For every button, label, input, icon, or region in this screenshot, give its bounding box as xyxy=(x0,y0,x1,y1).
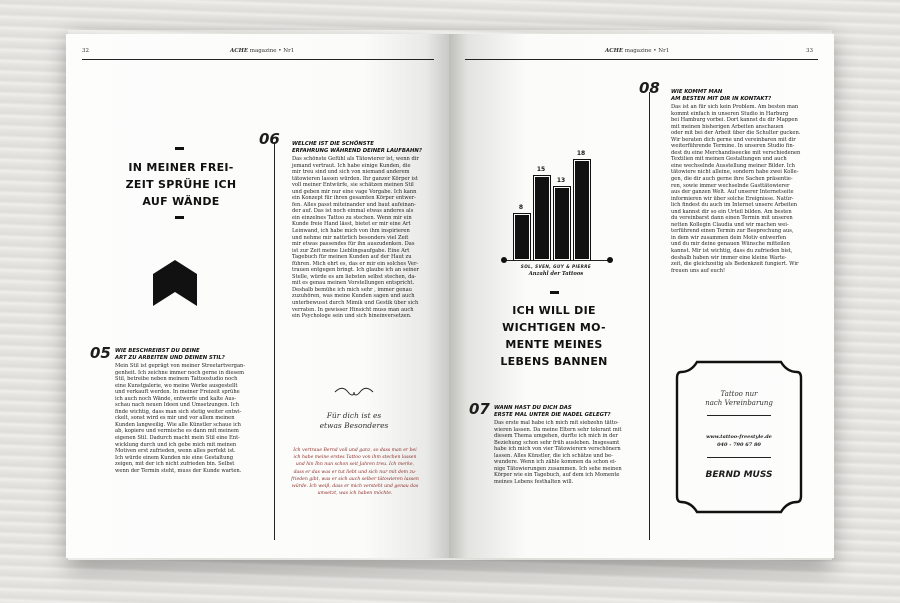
text-line: und du mir deine genauen Wünsche mitteilen xyxy=(671,241,790,248)
section-number-08: 08 xyxy=(639,79,660,97)
page-number-right: 33 xyxy=(806,48,813,54)
text-line: Textilien mit meinen Gestaltungen und auch xyxy=(671,156,787,163)
text-line: eine wechselnde Ausstellung meiner Bilder. Ich xyxy=(671,162,795,169)
section-number-07: 07 xyxy=(469,400,490,418)
left-headline xyxy=(106,159,256,210)
answer-06 xyxy=(292,156,422,320)
text-line: ist zur Zeit meine Lieblingsaufgabe. Eine Art xyxy=(292,247,410,254)
chart-bar xyxy=(574,160,590,260)
text-line: unterbewusst durch Mimik und Gestik über sich xyxy=(292,300,419,307)
chart-bar-value: 15 xyxy=(536,166,546,173)
text-line: wenn der Termin steht, muss der Kunde warten. xyxy=(115,467,242,474)
text-line: wieren lassen. Da meine Eltern sehr tolerant mit xyxy=(494,426,622,433)
left-page xyxy=(66,34,449,558)
text-line: oder mit bei der Arbeit über die Schulter gucken. xyxy=(671,130,801,137)
quote-line: und hin Ihn nun schon seit Jahren treu. Ich merke, xyxy=(295,462,415,468)
question-line: WIE BESCHREIBST DU DEINE xyxy=(115,348,200,354)
question-line: WIE KOMMT MAN xyxy=(671,89,723,95)
text-line: der auf. Das ist noch einmal etwas anderes als xyxy=(292,208,414,215)
card-title-line: Tattoo nur xyxy=(720,390,758,398)
quote-line: ich habe meine erstes Tattoo von ihm stechen lassen xyxy=(293,455,417,461)
chart-bar xyxy=(554,187,570,260)
header-rule xyxy=(465,59,818,60)
text-line: genheit. Ich zeichne immer noch gerne in diesem xyxy=(115,369,245,376)
text-line: gen, die dir auch gerne ihre Sachen präsentie- xyxy=(671,176,793,183)
text-line: Das erste mal habe ich mich mit siebzehn tätto- xyxy=(494,420,619,426)
chevron-up-icon xyxy=(153,260,197,306)
headline-dash-bottom xyxy=(175,216,184,219)
text-line: ab, kopiere und vermische es dann mit meinem xyxy=(115,428,239,435)
card-phone: 040 - 790 67 80 xyxy=(717,442,761,448)
quote-line: würde. Ich weiß, dass er mich versteht und genau das xyxy=(291,484,419,490)
text-line: lassen. Alles Künstler, die ich schätze und be- xyxy=(494,452,613,459)
headline-line: MENTE MEINES xyxy=(505,338,603,351)
text-line: jemand vertraut. Ich habe einige Kunden, die xyxy=(292,162,411,169)
text-line: Wir beraten dich gerne und vereinbaren mit dir xyxy=(671,136,796,143)
question-05 xyxy=(115,348,265,362)
chart-bar-value: 18 xyxy=(576,150,586,157)
question-06 xyxy=(292,141,442,155)
text-line: netten Kollegin Claudia und wir machen wei- xyxy=(671,221,789,228)
text-line: voll meiner Entwürfe, sie schätzen meinen Stil xyxy=(292,182,414,189)
text-line: freuen uns auf euch! xyxy=(671,267,726,274)
page-header-right xyxy=(605,48,669,54)
text-line: Das schönste Gefühl als Tätowierer ist, wenn dir xyxy=(292,156,419,162)
question-line: AM BESTEN MIT DIR IN KONTAKT? xyxy=(671,96,772,102)
text-line: in dem wir zusammen dein Motiv entwerfen xyxy=(671,234,787,241)
customer-quote xyxy=(290,447,420,497)
text-line: tätowieren lassen würden. Ihr ganzer Körper ist xyxy=(292,175,418,182)
text-line: zuzuhören, was meine Kunden sagen und auch xyxy=(292,293,415,300)
headline-line: AUF WÄNDE xyxy=(142,195,220,208)
text-line: zeit, die gleichzeitig als Bedenkzeit fungiert. Wir xyxy=(671,261,799,268)
text-line: zeigen, mit der ich nicht zufrieden bin. Selbst xyxy=(115,461,235,468)
text-line: terführend einen Termin zur Besprechung aus, xyxy=(671,228,794,235)
card-title xyxy=(689,390,789,408)
column-rule-left xyxy=(274,142,275,540)
right-headline xyxy=(479,302,629,370)
card-name: BERND MUSS xyxy=(705,470,773,480)
text-line: Stelle, würde es am liebsten selbst stechen, da- xyxy=(292,273,417,280)
text-line: kannst. Mir ist wichtig, dass du zufrieden bist, xyxy=(671,248,793,255)
headline-dash-top xyxy=(550,291,559,294)
headline-line: IN MEINER FREI- xyxy=(128,161,234,174)
chart-bar-value: 13 xyxy=(556,177,566,184)
question-line: WANN HAST DU DICH DAS xyxy=(494,405,572,411)
headline-dash-top xyxy=(175,147,184,150)
quote-line: etwas Besonderes xyxy=(319,421,389,430)
section-number-06: 06 xyxy=(259,130,280,148)
text-line: führen. Mich ehrt es, das er mir ein solches Ver- xyxy=(292,260,419,267)
text-line: ich auch noch Wände, entwerfe und kalte Aus- xyxy=(115,395,237,402)
page-header-left xyxy=(230,48,294,54)
text-line: Mein Stil ist geprägt von meiner Streetartvergan- xyxy=(115,363,246,369)
header-brand: ACHE xyxy=(605,48,624,54)
text-line: eigenen Stil. Dadurch macht mein Stil eine Ent- xyxy=(115,435,240,442)
baseline-dot-right xyxy=(607,257,613,263)
text-line: nige Tätowierungen zusammen. Ich sehe meinen xyxy=(494,465,622,472)
text-line: Ich würde einem Kunden nie eine Gestaltung xyxy=(115,454,234,461)
text-line: Kunden langweilig. Wie alle Künstler schaue ich xyxy=(115,421,241,428)
header-issue: magazine • Nr1 xyxy=(248,48,295,54)
card-website[interactable]: www.tattoo-freestyle.de xyxy=(706,434,772,440)
text-line: mir treu sind und sich von niemand anderem xyxy=(292,169,410,176)
text-line: bei Hamburg vorbei. Dort kannst du dir Mappen xyxy=(671,117,798,124)
text-line: aus der ganzen Welt. Auf unserer Internetseite xyxy=(671,189,794,196)
page-number-left: 32 xyxy=(82,48,89,54)
section-number-05: 05 xyxy=(90,344,111,362)
text-line: ein Psychologe sein und sich hineinversetzen. xyxy=(292,313,412,320)
quote-line: frieden gibt, was er sich auch selber tätowieren lassen xyxy=(291,476,419,482)
answer-07 xyxy=(494,420,628,485)
text-line: tätowiere nicht alleine, sondern habe zwei Kolle- xyxy=(671,169,799,176)
text-line: deshalb haben wir immer eine kleine Warte- xyxy=(671,254,787,261)
text-line: mit es genau meinen Vorstellungen entspricht. xyxy=(292,280,415,287)
headline-line: ICH WILL DIE xyxy=(512,304,596,317)
text-line: ein einzelnes Tattoo zu stechen. Wenn mir ein xyxy=(292,214,412,221)
card-title-line: nach Vereinbarung xyxy=(705,399,773,407)
text-line: und nehme mir natürlich besonders viel Zeit xyxy=(292,234,409,241)
chart-caption-title: Anzahl der Tattoos xyxy=(528,271,584,277)
text-line: Körper wie ein Tagebuch, auf dem ich Momente xyxy=(494,472,620,479)
text-line: Tagebuch für meinen Kunden auf der Haut zu xyxy=(292,254,412,261)
header-rule xyxy=(82,59,434,60)
text-line: und kannst dir so ein Urteil bilden. Am besten xyxy=(671,208,792,215)
answer-08 xyxy=(671,104,804,274)
text-line: Leinwand, ich habe mich von ihm inspirieren xyxy=(292,228,410,235)
text-line: ckelt, sonst wird es mir und vor allem meinen xyxy=(115,415,235,422)
quote-line: dass er das was er tut liebt und sich nur mit dem zu- xyxy=(293,469,417,475)
pull-quote xyxy=(302,411,406,431)
headline-line: ZEIT SPRÜHE ICH xyxy=(125,178,237,191)
text-line: Beziehung schon sehr früh ausleben. Insgesamt xyxy=(494,439,620,446)
card-divider xyxy=(707,415,771,416)
text-line: lich findest du auch im Internet unsere Arbeiten xyxy=(671,202,798,209)
text-line: und geben mir nur eine vage Vorgabe. Ich kann xyxy=(292,188,417,195)
baseline-dot-left xyxy=(501,257,507,263)
question-line: WELCHE IST DIE SCHÖNSTE xyxy=(292,141,374,147)
quote-line: umsetzt, was ich haben möchte. xyxy=(317,491,393,497)
text-line: weiterführende Termine. In unseren Studio fin- xyxy=(671,143,795,150)
question-07 xyxy=(494,405,644,419)
card-divider xyxy=(707,457,771,458)
text-line: mir etwas passendes für ihn auszudenken. Das xyxy=(292,241,415,248)
text-line: Das ist an für sich kein Problem. Am besten man xyxy=(671,104,799,110)
question-08 xyxy=(671,89,821,103)
text-line: du vereinbarst dann einen Termin mit unseren xyxy=(671,215,793,222)
text-line: wicklung durch und ich gebe mich mit meinen xyxy=(115,441,237,448)
right-page xyxy=(449,34,834,558)
quote-line: Für dich ist es xyxy=(326,411,382,420)
question-line: ERSTE MAL UNTER DIE NADEL GELEGT? xyxy=(494,412,611,418)
text-line: verraten. In gewisser Hinsicht muss man auch xyxy=(292,306,414,313)
answer-05 xyxy=(115,363,247,474)
header-brand: ACHE xyxy=(230,48,249,54)
text-line: diesem Thema umgehen, durfte ich mich in der xyxy=(494,433,618,440)
text-line: kommt einfach in unseren Studio in Harburg xyxy=(671,110,789,117)
chart-bar xyxy=(534,176,550,260)
chart-bar xyxy=(514,214,530,260)
text-line: trauen entgegen bringt. Ich glaube ich an seiner xyxy=(292,267,419,274)
column-rule-right xyxy=(649,92,650,540)
ornament-icon xyxy=(334,386,374,398)
headline-line: WICHTIGEN MO- xyxy=(502,321,606,334)
text-line: habe ich mich von vier Tätowierern verschönern xyxy=(494,446,621,453)
headline-line: LEBENS BANNEN xyxy=(500,355,608,368)
text-line: meines Lebens festhalten will. xyxy=(494,478,574,485)
text-line: eine Kunstgalerie, wo meine Werke ausgestellt xyxy=(115,382,238,389)
text-line: mit meinen bisherigen Arbeiten anschauen xyxy=(671,123,784,130)
question-line: ERFAHRUNG WÄHREND DEINER LAUFBAHN? xyxy=(292,148,422,154)
chart-bar-value: 8 xyxy=(518,204,524,211)
text-line: wundere. Wenn ich zähle kommen da schon ei- xyxy=(494,459,617,466)
text-line: ein Konzept für ihren gesamten Körper entwer- xyxy=(292,195,416,202)
text-line: informieren wir über solche Ereignisse. Natür- xyxy=(671,195,794,202)
tattoo-bar-chart xyxy=(499,129,619,279)
text-line: Stil, betreibe neben meinem Tattoostudio noch xyxy=(115,376,238,383)
chart-baseline xyxy=(505,260,609,261)
text-line: finde wichtig, dass man sich stetig weiter entwi- xyxy=(115,408,242,415)
text-line: ren, sowie immer wechselnde Gasttätowierer xyxy=(671,182,790,189)
chart-caption-names: SOL, SVEN, GUY & PIERRE xyxy=(520,264,592,269)
header-issue: magazine • Nr1 xyxy=(623,48,670,54)
text-line: schau nach neuen Ideen und Umsetzungen. Ich xyxy=(115,402,240,409)
question-line: ART ZU ARBEITEN UND DEINEN STIL? xyxy=(115,355,225,361)
text-line: Motiven erst zufrieden, wenn alles perfekt ist. xyxy=(115,448,236,455)
text-line: und verkauft werden. In meiner Freizeit sprühe xyxy=(115,389,240,396)
text-line: Kunde freie Hand lässt, bietet er mir eine Art xyxy=(292,221,411,228)
text-line: Deshalb bemühe ich mich sehr , immer genau xyxy=(292,286,412,293)
text-line: dest du eine Merchandiseecke mit verschiedenen xyxy=(671,149,801,156)
text-line: fen. Alles passt miteinander und baut aufeinan- xyxy=(292,201,416,208)
quote-line: Ich vertraue Bernd voll und ganz, so dass man er bei xyxy=(293,448,417,453)
